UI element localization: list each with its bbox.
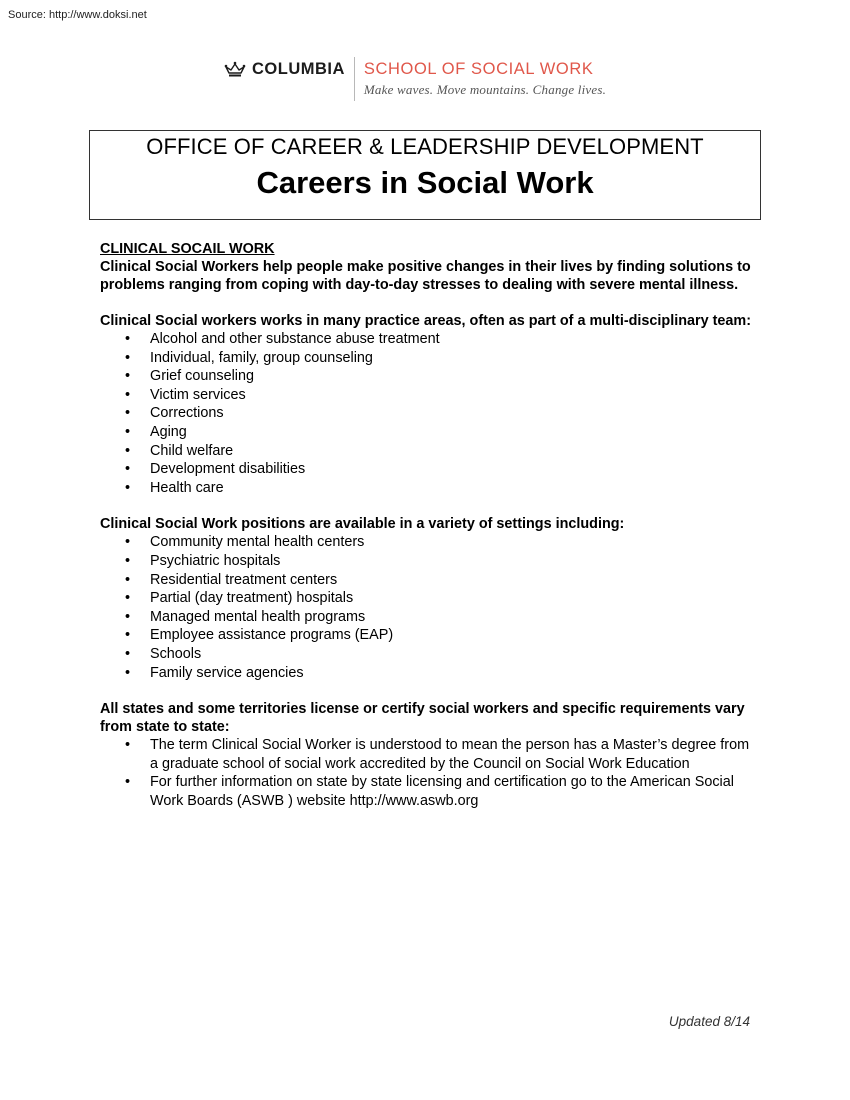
- settings-list: [100, 533, 756, 682]
- updated-date: Updated 8/14: [668, 1014, 750, 1029]
- list-item: • Child welfare: [100, 442, 756, 461]
- source-line: Source: http://www.doksi.net: [8, 9, 147, 21]
- list-item: • For further information on state by state licensing and certification go to the American Social Work Boards (ASWB ) website http://www.aswb.org: [100, 773, 756, 810]
- list-item: • Victim services: [100, 386, 756, 405]
- licensing-list: [100, 736, 756, 810]
- intro-paragraph: Clinical Social Workers help people make positive changes in their lives by finding solutions to problems ranging from coping with day-to-day stresses to dealing with severe mental illness.: [100, 259, 751, 293]
- list-item: • Partial (day treatment) hospitals: [100, 589, 756, 608]
- list-item: • Employee assistance programs (EAP): [100, 626, 756, 645]
- practice-areas-list: [100, 330, 756, 497]
- practice-areas-lead: Clinical Social workers works in many practice areas, often as part of a multi-disciplinary team:: [100, 313, 752, 329]
- list-item: • Health care: [100, 479, 756, 498]
- title-box: [89, 130, 761, 220]
- section-heading: CLINICAL SOCAIL WORK: [100, 241, 275, 257]
- list-item: • Psychiatric hospitals: [100, 552, 756, 571]
- list-item: • The term Clinical Social Worker is understood to mean the person has a Master’s degree from a graduate school of social work accredited by the Council on Social Work Education: [100, 736, 756, 773]
- list-item: • Individual, family, group counseling: [100, 349, 756, 368]
- office-title: OFFICE OF CAREER & LEADERSHIP DEVELOPMENT: [146, 134, 704, 159]
- crown-icon: [224, 60, 246, 78]
- university-name: COLUMBIA: [252, 60, 345, 78]
- settings-lead: Clinical Social Work positions are available in a variety of settings including:: [100, 516, 625, 533]
- list-item: • Aging: [100, 423, 756, 442]
- licensing-lead: All states and some territories license or certify social workers and specific requirements vary from state to state:: [100, 701, 745, 736]
- logo-divider: [354, 57, 355, 101]
- list-item: • Schools: [100, 645, 756, 664]
- list-item: • Family service agencies: [100, 664, 756, 683]
- columbia-logo: [224, 56, 606, 102]
- list-item: • Alcohol and other substance abuse treatment: [100, 330, 756, 349]
- page-title: Careers in Social Work: [256, 165, 594, 200]
- list-item: • Community mental health centers: [100, 533, 756, 552]
- school-name: SCHOOL OF SOCIAL WORK: [363, 60, 594, 78]
- list-item: • Residential treatment centers: [100, 571, 756, 590]
- tagline: Make waves. Move mountains. Change lives.: [363, 82, 607, 97]
- document-body: [100, 240, 756, 810]
- list-item: • Development disabilities: [100, 460, 756, 479]
- list-item: • Managed mental health programs: [100, 608, 756, 627]
- list-item: • Grief counseling: [100, 367, 756, 386]
- list-item: • Corrections: [100, 404, 756, 423]
